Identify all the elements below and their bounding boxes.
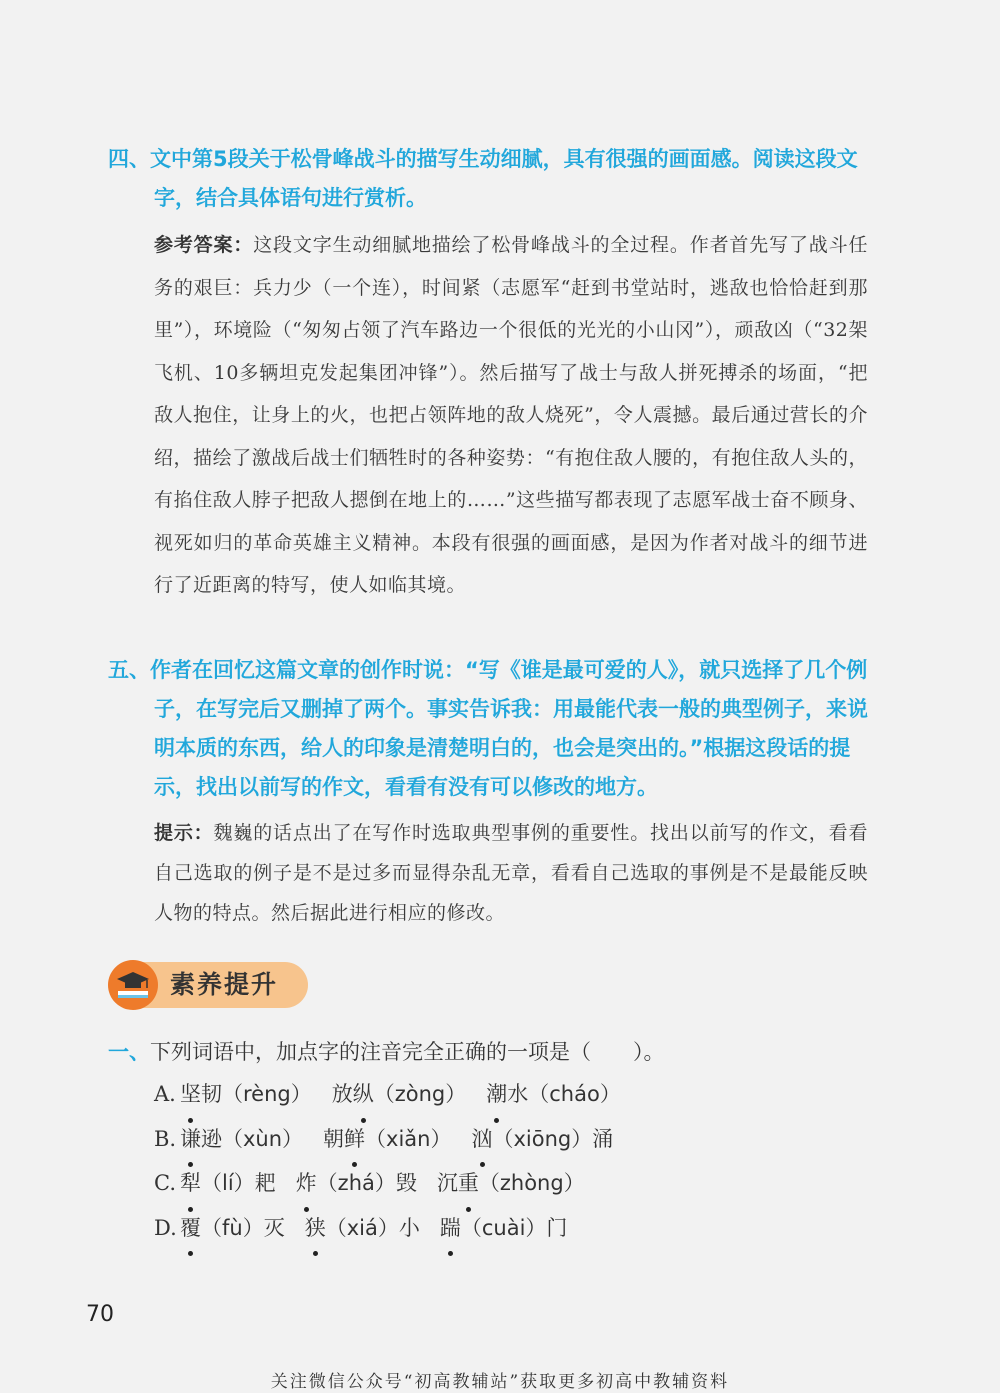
dotted-char: 谦 — [180, 1117, 201, 1162]
option-a — [154, 1072, 868, 1117]
pinyin: （zòng） — [373, 1082, 467, 1106]
option-word — [180, 1206, 285, 1251]
dotted-char: 鲜 — [344, 1117, 365, 1162]
pinyin: （xùn） — [222, 1126, 304, 1151]
page-number: 70 — [86, 1302, 114, 1327]
option-d — [154, 1206, 868, 1251]
option-word — [296, 1161, 417, 1206]
dotted-char: 汹 — [472, 1117, 493, 1162]
option-c — [154, 1161, 868, 1206]
option-letter: A. — [154, 1082, 176, 1106]
option-letter: B. — [154, 1126, 177, 1151]
pinyin: （lí） — [201, 1171, 255, 1195]
pinyin: （xiá） — [325, 1215, 399, 1240]
mcq-number: 一、 — [108, 1040, 150, 1064]
question-5-title: 五、作者在回忆这篇文章的创作时说：“写《谁是最可爱的人》，就只选择了几个例子，在写完后又删掉了两个。事实告诉我：用最能代表一般的典型例子，来说明本质的东西，给人的印象是清楚明白的，也会是突出的。”根据这段话的提示，找出以前写的作文，看看有没有可以修改的地方。 — [108, 658, 868, 799]
dotted-char: 覆 — [180, 1206, 201, 1251]
word-char: 毁 — [395, 1171, 417, 1195]
option-b — [154, 1117, 868, 1162]
option-letter: C. — [154, 1171, 176, 1195]
word-char: 放 — [331, 1082, 353, 1106]
footer-note: 关注微信公众号“初高教辅站”获取更多初高中教辅资料 — [270, 1372, 730, 1392]
question-5 — [108, 651, 868, 933]
dotted-char: 坚 — [180, 1072, 201, 1117]
dotted-char: 重 — [458, 1161, 479, 1206]
graduation-cap-book-icon — [108, 960, 158, 1010]
option-word — [305, 1206, 420, 1251]
option-word — [486, 1072, 621, 1117]
word-char: 灭 — [263, 1215, 285, 1240]
mcq-options — [108, 1072, 868, 1250]
word-char: 耙 — [254, 1171, 276, 1195]
option-word — [180, 1072, 312, 1117]
word-char: 沉 — [436, 1171, 458, 1195]
section-title: 素养提升 — [170, 970, 279, 999]
word-char: 水 — [507, 1082, 529, 1106]
pinyin: （rèng） — [222, 1082, 312, 1106]
pinyin: （zhá） — [316, 1171, 396, 1195]
option-word — [437, 1161, 585, 1206]
question-4-answer — [154, 224, 868, 607]
pinyin: （cuài） — [460, 1215, 547, 1240]
option-word — [180, 1117, 303, 1162]
pinyin: （xiōng） — [492, 1126, 593, 1151]
word-char: 涌 — [592, 1126, 614, 1151]
option-word — [440, 1206, 568, 1251]
dotted-char: 纵 — [353, 1072, 374, 1117]
answer-label: 参考答案： — [154, 234, 254, 256]
section-banner — [108, 960, 308, 1010]
pinyin: （fù） — [201, 1215, 264, 1240]
word-char: 小 — [398, 1215, 420, 1240]
word-char: 韧 — [201, 1082, 222, 1106]
question-4-title: 四、文中第5段关于松骨峰战斗的描写生动细腻，具有很强的画面感。阅读这段文字，结合具体语句进行赏析。 — [108, 147, 858, 210]
question-4 — [108, 140, 868, 607]
pinyin: （cháo） — [528, 1082, 621, 1106]
dotted-char: 犁 — [180, 1161, 201, 1206]
answer-text: 这段文字生动细腻地描绘了松骨峰战斗的全过程。作者首先写了战斗任务的艰巨：兵力少（一个连），时间紧（志愿军“赶到书堂站时，逃敌也恰恰赶到那里”），环境险（“匆匆占领了汽车路边一个很低的光光的小山冈”），顽敌凶（“32架飞机、10多辆坦克发起集团冲锋”）。然后描写了战士与敌人拼死搏杀的场面，“把敌人抱住，让身上的火，也把占领阵地的敌人烧死”，令人震撼。最后通过营长的介绍，描绘了激战后战士们牺牲时的各种姿势：“有抱住敌人腰的，有抱住敌人头的，有掐住敌人脖子把敌人摁倒在地上的……”这些描写都表现了志愿军战士奋不顾身、视死如归的革命英雄主义精神。本段有很强的画面感，是因为作者对战斗的细节进行了近距离的特写，使人如临其境。 — [154, 234, 868, 596]
option-word — [332, 1072, 467, 1117]
option-word — [180, 1161, 276, 1206]
word-char: 门 — [546, 1215, 568, 1240]
word-char: 朝 — [323, 1126, 345, 1151]
option-word — [472, 1117, 614, 1162]
multiple-choice-question — [108, 1032, 868, 1250]
dotted-char: 潮 — [486, 1072, 507, 1117]
hint-label: 提示： — [154, 822, 214, 844]
mcq-stem — [108, 1032, 868, 1072]
dotted-char: 狭 — [305, 1206, 326, 1251]
hint-text: 魏巍的话点出了在写作时选取典型事例的重要性。找出以前写的作文，看看自己选取的例子是不是过多而显得杂乱无章，看看自己选取的事例是不是最能反映人物的特点。然后据此进行相应的修改。 — [154, 822, 868, 924]
question-5-hint — [154, 813, 868, 933]
option-letter: D. — [154, 1215, 177, 1240]
word-char: 逊 — [201, 1126, 222, 1151]
dotted-char: 踹 — [440, 1206, 461, 1251]
dotted-char: 炸 — [296, 1161, 317, 1206]
pinyin: （zhòng） — [478, 1171, 585, 1195]
pinyin: （xiǎn） — [365, 1126, 452, 1151]
mcq-stem-text: 下列词语中，加点字的注音完全正确的一项是（ ）。 — [150, 1040, 665, 1064]
option-word — [323, 1117, 451, 1162]
